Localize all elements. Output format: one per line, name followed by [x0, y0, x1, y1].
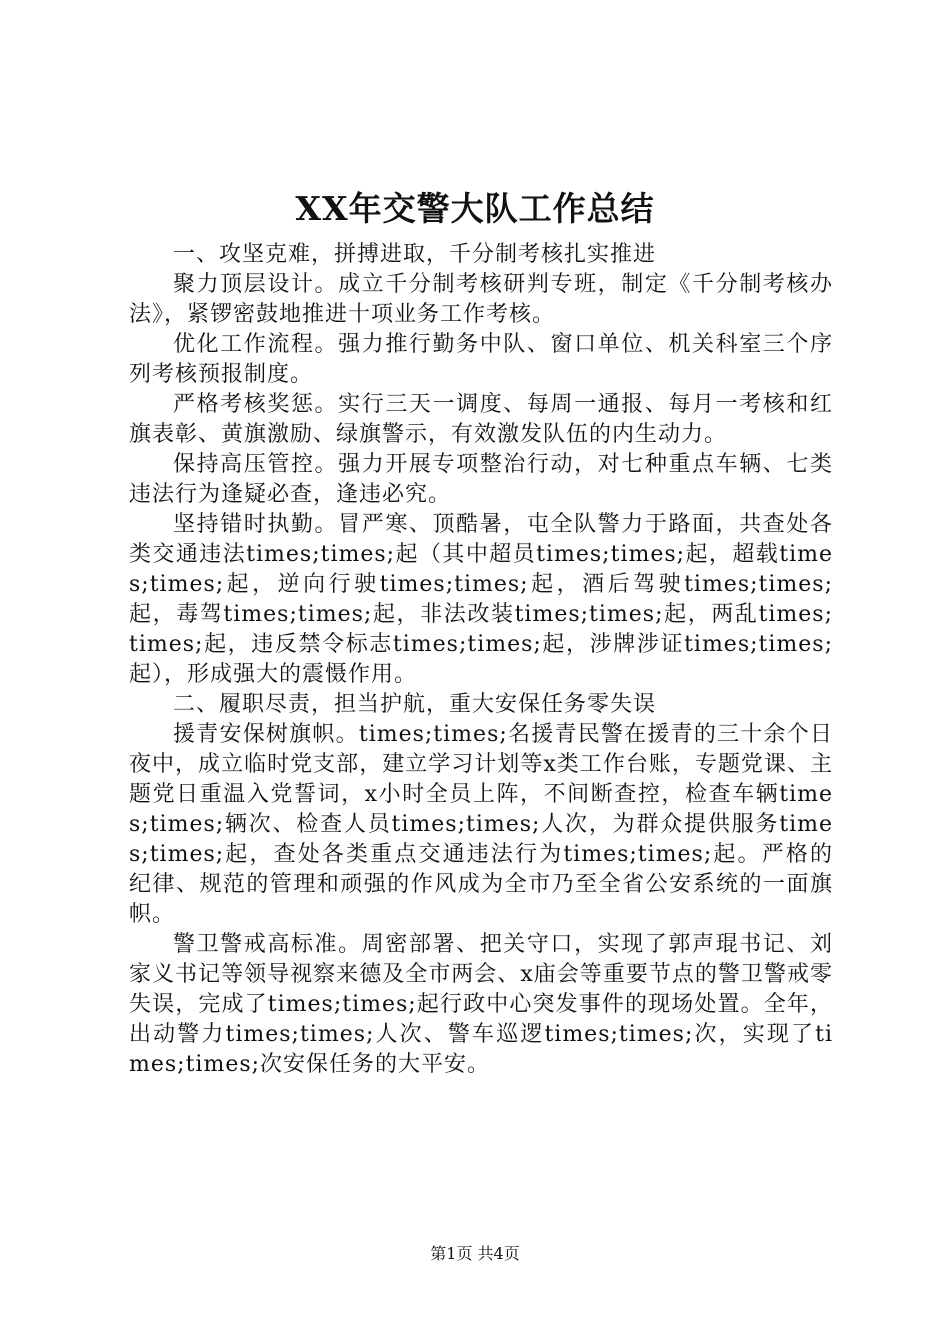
paragraph-top-level-design: 聚力顶层设计。成立千分制考核研判专班，制定《千分制考核办法》，紧锣密鼓地推进十项业务工作考核。: [129, 272, 833, 327]
paragraph-rewards-penalties: 严格考核奖惩。实行三天一调度、每周一通报、每月一考核和红旗表彰、黄旗激励、绿旗警示，有效激发队伍的内生动力。: [129, 392, 833, 447]
page-number-footer: 第1页 共4页: [430, 1244, 520, 1263]
paragraph-security-guard: 警卫警戒高标准。周密部署、把关守口，实现了郭声琨书记、刘家义书记等领导视察来德及全市两会、x庙会等重要节点的警卫警戒零失误，完成了times;times;起行政中心突发事件的现场处置。全年，出动警力times;times;人次、警车巡逻times;times;次，实现了times;times;次安保任务的大平安。: [129, 932, 833, 1077]
paragraph-qinghai-support: 援青安保树旗帜。times;times;名援青民警在援青的三十余个日夜中，成立临时党支部，建立学习计划等x类工作台账，专题党课、主题党日重温入党誓词，x小时全员上阵，不间断查控，检查车辆times;times;辆次、检查人员times;times;人次，为群众提供服务times;times;起，查处各类重点交通违法行为times;times;起。严格的纪律、规范的管理和顽强的作风成为全市乃至全省公安系统的一面旗帜。: [129, 722, 833, 927]
paragraph-staggered-duty: 坚持错时执勤。冒严寒、顶酷暑，屯全队警力于路面，共查处各类交通违法times;times;起（其中超员times;times;起，超载times;times;起，逆向行驶times;times;起，酒后驾驶times;times;起，毒驾times;times;起，非法改装times;times;起，两乱times;times;起，违反禁令标志times;times;起，涉牌涉证times;times;起），形成强大的震慑作用。: [129, 512, 833, 687]
paragraph-high-pressure-control: 保持高压管控。强力开展专项整治行动，对七种重点车辆、七类违法行为逢疑必查，逢违必究。: [129, 452, 833, 507]
section-heading-1: 一、攻坚克难，拼搏进取，千分制考核扎实推进: [173, 242, 657, 267]
document-body: [129, 240, 833, 1080]
section-heading-2: 二、履职尽责，担当护航，重大安保任务零失误: [173, 692, 657, 717]
document-title: XX年交警大队工作总结: [295, 189, 655, 228]
paragraph-workflow: 优化工作流程。强力推行勤务中队、窗口单位、机关科室三个序列考核预报制度。: [129, 332, 833, 387]
